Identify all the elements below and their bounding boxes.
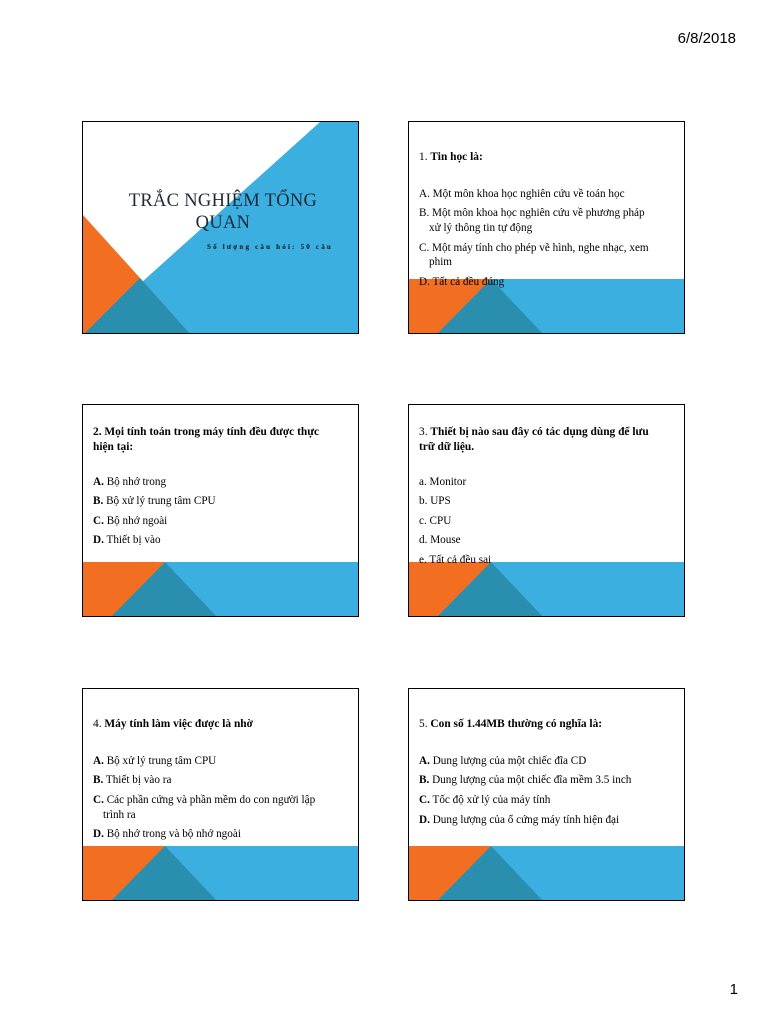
option-d: d. Mouse [419,534,461,547]
option-c: C. Một máy tính cho phép vẽ hình, nghe nhạc, xem phim [419,241,649,269]
option-c: c. CPU [419,514,452,527]
option-e: e. Tất cả đều sai [419,553,492,566]
option-a: a. Monitor [419,475,467,488]
slide-main-title [103,190,343,234]
option-d: D. Dung lượng của ổ cứng máy tính hiện đại [419,813,620,826]
slide-question-3 [408,404,685,617]
question-title: 2. Mọi tính toán trong máy tính đều được thực hiện tại: [93,426,320,453]
option-a: A. Dung lượng của một chiếc đĩa CD [419,754,587,767]
option-a: A. Bộ xử lý trung tâm CPU [93,754,217,767]
option-b: B. Bộ xử lý trung tâm CPU [93,495,216,508]
option-c: C. Tốc độ xử lý của máy tính [419,793,551,806]
slide-question-4 [82,688,359,901]
option-d: D. Bộ nhớ trong và bộ nhớ ngoài [93,828,241,841]
page-number: 1 [729,981,738,998]
option-c: C. Bộ nhớ ngoài [93,514,168,527]
slide-question-1 [408,121,685,334]
option-b: b. UPS [419,495,451,508]
title-line-2: QUAN [195,213,251,233]
slide-question-5 [408,688,685,901]
title-line-1: TRẮC NGHIỆM TỔNG [128,191,318,211]
page-date: 6/8/2018 [677,30,736,47]
question-title: 3. Thiết bị nào sau đây có tác dụng dùng để lưu trữ dữ liệu. [419,426,649,453]
option-d: D. Tất cả đều đúng [419,275,505,288]
option-b: B. Dung lượng của một chiếc đĩa mềm 3.5 inch [419,774,632,787]
option-d: D. Thiết bị vào [93,534,161,547]
question-title: 5. Con số 1.44MB thường có nghĩa là: [419,718,603,730]
slide-subtitle: Số lượng câu hỏi: 50 câu [207,243,334,251]
option-c: C. Các phần cứng và phần mềm do con người lập trình ra [93,793,316,821]
slide-question-2 [82,404,359,617]
option-a: A. Một môn khoa học nghiên cứu về toán học [419,187,625,200]
question-title: 1. Tin học là: [419,151,483,163]
option-b: B. Một môn khoa học nghiên cứu về phương pháp xử lý thông tin tự động [419,207,645,234]
option-a: A. Bộ nhớ trong [93,475,167,488]
slide-title [82,121,359,334]
option-b: B. Thiết bị vào ra [93,774,172,787]
question-title: 4. Máy tính làm việc được là nhờ [93,718,253,730]
